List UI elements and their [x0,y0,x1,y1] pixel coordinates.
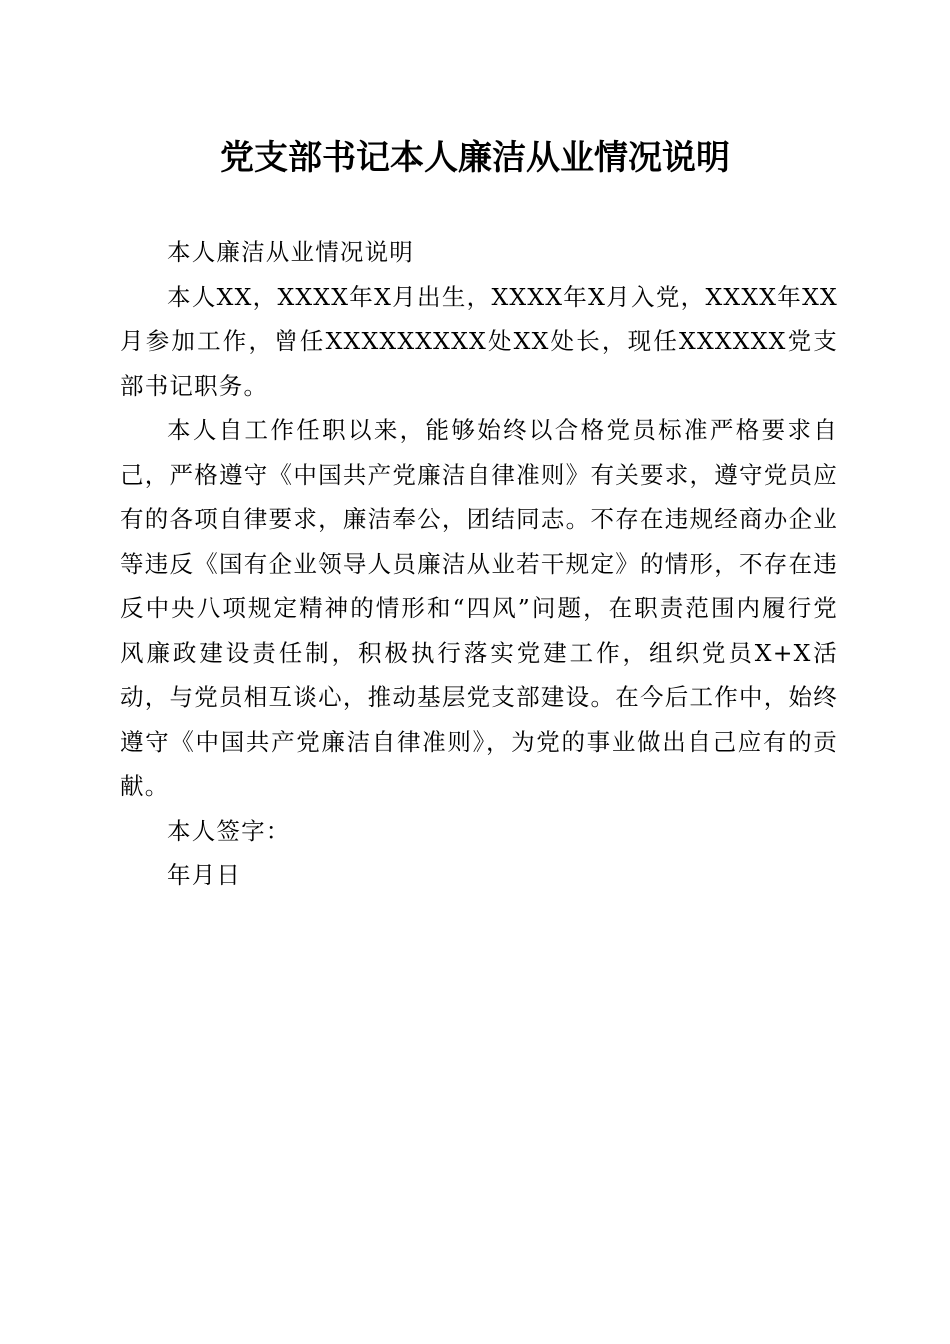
document-title: 党支部书记本人廉洁从业情况说明 [220,138,730,178]
paragraph-heading: 本人廉洁从业情况说明 [167,238,414,266]
date-line: 年月日 [167,861,242,889]
signature-line: 本人签字： [167,816,291,845]
document-body [120,230,838,898]
paragraph-conduct-statement: 本人自工作任职以来，能够始终以合格党员标准严格要求自己，严格遵守《中国共产党廉洁自律准则》有关要求，遵守党员应有的各项自律要求，廉洁奉公，团结同志。不存在违规经商办企业等违反《国有企业领导人员廉洁从业若干规定》的情形，不存在违反中央八项规定精神的情形和“四风”问题，在职责范围内履行党风廉政建设责任制，积极执行落实党建工作，组织党员X+X活动，与党员相互谈心，推动基层党支部建设。在今后工作中，始终遵守《中国共产党廉洁自律准则》，为党的事业做出自己应有的贡献。 [120,416,838,800]
paragraph-personal-info: 本人XX，XXXX年X月出生，XXXX年X月入党，XXXX年XX月参加工作，曾任XXXXXXXXX处XX处长，现任XXXXXX党支部书记职务。 [120,282,838,400]
